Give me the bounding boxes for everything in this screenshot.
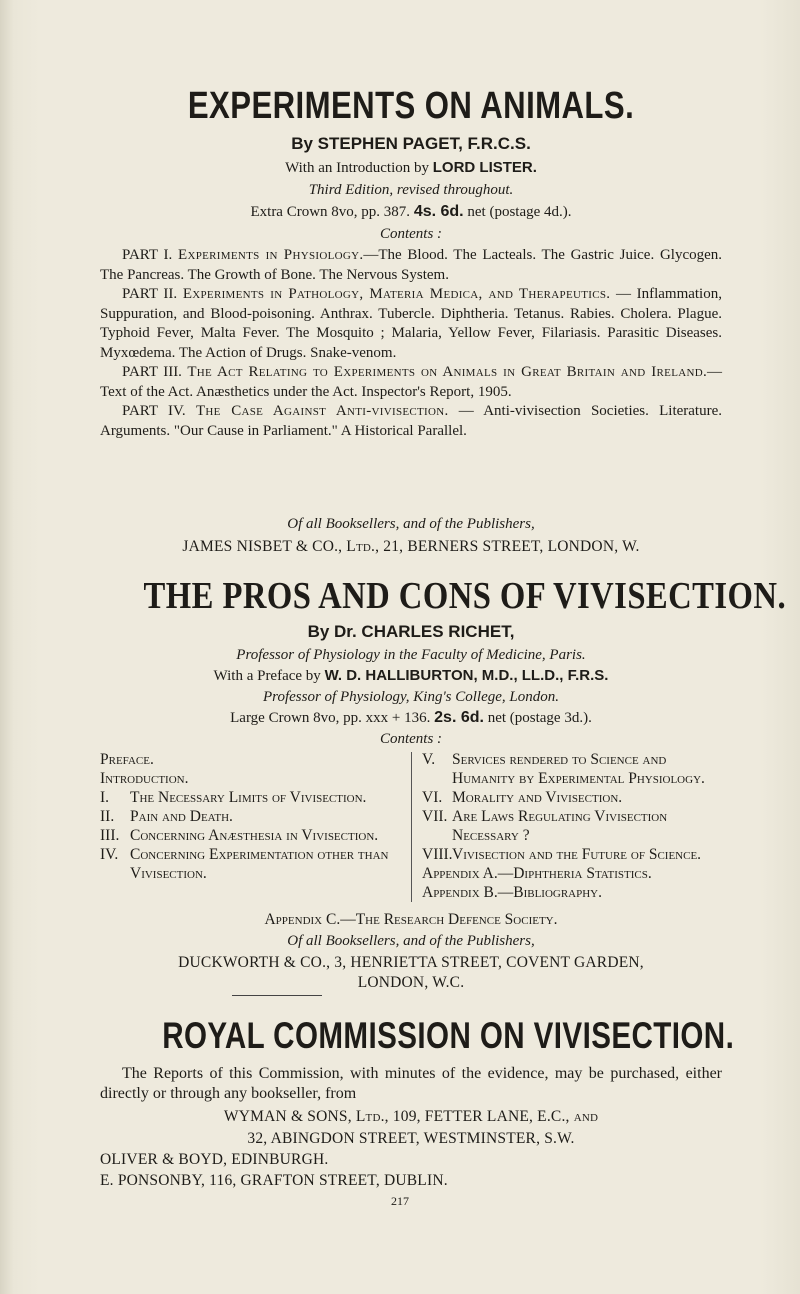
ad1-contents-label: Contents : bbox=[379, 226, 443, 242]
ad3-title-text: ROYAL COMMISSION ON VIVISECTION. bbox=[162, 1015, 735, 1056]
toc-item-text: Morality and Vivisection. bbox=[452, 789, 623, 806]
ad2-title-text: THE PROS AND CONS OF VIVISECTION. bbox=[143, 575, 787, 617]
toc-item bbox=[422, 845, 722, 864]
ad1-sellers: Of all Booksellers, and of the Publishers, bbox=[287, 516, 535, 532]
ad2-price: 2s. 6d. bbox=[434, 709, 484, 726]
toc-item-number: II. bbox=[100, 808, 115, 825]
part-text: — Inflammation, Suppuration, and Blood-poisoning. Anthrax. Tubercle. Diphtheria. Tetanus. Rabies. Cholera. Plague. Typhoid Fever, Malta Fever. The Mosquito ; Malaria, Yellow Fever, Filariasis. Parasitic Diseases. Myxœdema. The Action of Drugs. Snake-venom. bbox=[100, 286, 722, 361]
ad2-appendix-c: Appendix C.—The Research Defence Society. bbox=[264, 911, 558, 928]
part-label: PART I. bbox=[122, 247, 173, 263]
ad2-toc-right-column bbox=[422, 750, 722, 902]
ad3-line-3: OLIVER & BOYD, EDINBURGH. bbox=[100, 1151, 329, 1168]
part-label: PART III. bbox=[122, 364, 182, 380]
part-label: PART IV. bbox=[122, 403, 186, 419]
toc-item-number: VIII. bbox=[422, 846, 453, 863]
toc-item-text: Appendix B.—Bibliography. bbox=[422, 884, 603, 901]
ad2-professor: Professor of Physiology in the Faculty of Medicine, Paris. bbox=[236, 647, 586, 663]
ad2-publisher-line-1: DUCKWORTH & CO., 3, HENRIETTA STREET, COVENT GARDEN, bbox=[178, 954, 644, 971]
ad1-part-3 bbox=[100, 363, 722, 402]
part-text: —Text of the Act. Anæsthetics under the Act. Inspector's Report, 1905. bbox=[100, 364, 722, 400]
ad1-price: 4s. 6d. bbox=[413, 203, 464, 220]
ad1-edition: Third Edition, revised throughout. bbox=[308, 182, 514, 198]
ad1-title bbox=[100, 84, 722, 128]
ad2-publisher-line-2: LONDON, W.C. bbox=[357, 974, 465, 991]
toc-item bbox=[422, 788, 722, 807]
ad1-format bbox=[100, 202, 722, 222]
ad2-toc-left-column bbox=[100, 750, 400, 883]
toc-item bbox=[422, 883, 722, 902]
underline-rule bbox=[232, 995, 322, 996]
ad2-format-prefix: Large Crown 8vo, pp. xxx + 136. bbox=[230, 710, 431, 726]
toc-item bbox=[100, 807, 400, 826]
ad1-format-prefix: Extra Crown 8vo, pp. 387. bbox=[250, 204, 411, 220]
column-divider bbox=[411, 752, 412, 902]
part-heading: Experiments in Pathology, Materia Medica, and Therapeutics. bbox=[182, 286, 611, 302]
ad2-table-of-contents bbox=[100, 750, 722, 910]
ad1-part-2 bbox=[100, 285, 722, 363]
toc-item bbox=[422, 807, 722, 845]
toc-item-text: Appendix A.—Diphtheria Statistics. bbox=[422, 865, 652, 882]
ad1-format-suffix: net (postage 4d.). bbox=[467, 204, 572, 220]
ad1-introduction bbox=[100, 158, 722, 178]
toc-item bbox=[100, 845, 400, 883]
toc-item-text: Vivisection and the Future of Science. bbox=[452, 846, 702, 863]
toc-item-text: Concerning Experimentation other than Vivisection. bbox=[130, 846, 389, 882]
part-heading: The Case Against Anti-vivisection. bbox=[195, 403, 449, 419]
ad1-byline: By STEPHEN PAGET, F.R.C.S. bbox=[291, 134, 531, 153]
part-heading: Experiments in Physiology. bbox=[178, 247, 364, 263]
toc-item-text: Preface. bbox=[100, 751, 154, 768]
toc-item-number: IV. bbox=[100, 846, 119, 863]
ad2-format-suffix: net (postage 3d.). bbox=[487, 710, 592, 726]
ad2-preface-name: W. D. HALLIBURTON, M.D., LL.D., F.R.S. bbox=[324, 667, 609, 684]
ad1-title-text: EXPERIMENTS ON ANIMALS. bbox=[187, 85, 635, 127]
ad3-line-2: 32, ABINGDON STREET, WESTMINSTER, S.W. bbox=[247, 1130, 575, 1147]
toc-item-number: III. bbox=[100, 827, 120, 844]
ad2-title bbox=[100, 574, 787, 618]
toc-item bbox=[100, 769, 400, 788]
toc-item-text: The Necessary Limits of Vivisection. bbox=[130, 789, 367, 806]
ad2-preface bbox=[100, 666, 722, 686]
toc-item bbox=[422, 864, 722, 883]
toc-item-number: V. bbox=[422, 751, 436, 768]
ad1-part-4 bbox=[100, 402, 722, 441]
part-text: — Anti-vivisection Societies. Literature. Arguments. "Our Cause in Parliament." A Historical Parallel. bbox=[100, 403, 722, 439]
ad3-text: The Reports of this Commission, with minutes of the evidence, may be purchased, either directly or through any bookseller, from bbox=[100, 1065, 722, 1102]
toc-item-number: VII. bbox=[422, 808, 448, 825]
toc-item bbox=[100, 826, 400, 845]
toc-item-number: I. bbox=[100, 789, 110, 806]
ad3-title bbox=[100, 1014, 735, 1058]
ad1-intro-prefix: With an Introduction by bbox=[285, 160, 430, 176]
ad2-preface-prefix: With a Preface by bbox=[213, 668, 321, 684]
ad2-professor-2: Professor of Physiology, King's College, London. bbox=[263, 689, 559, 705]
toc-item bbox=[100, 750, 400, 769]
ad2-sellers: Of all Booksellers, and of the Publishers, bbox=[287, 933, 535, 949]
ad3-line-1: WYMAN & SONS, Ltd., 109, FETTER LANE, E.C., and bbox=[223, 1108, 599, 1125]
ad1-publisher: JAMES NISBET & CO., Ltd., 21, BERNERS STREET, LONDON, W. bbox=[182, 538, 640, 555]
ad1-contents bbox=[100, 246, 722, 441]
ad2-format bbox=[100, 708, 722, 728]
toc-item bbox=[422, 750, 722, 788]
toc-item-number: VI. bbox=[422, 789, 443, 806]
toc-item bbox=[100, 788, 400, 807]
toc-item-text: Pain and Death. bbox=[130, 808, 233, 825]
ad1-intro-name: LORD LISTER. bbox=[432, 159, 537, 176]
part-label: PART II. bbox=[122, 286, 178, 302]
toc-item-text: Are Laws Regulating Vivisection Necessary ? bbox=[452, 808, 668, 844]
toc-item-text: Services rendered to Science and Humanity by Experimental Physiology. bbox=[452, 751, 705, 787]
part-text: —The Blood. The Lacteals. The Gastric Juice. Glycogen. The Pancreas. The Growth of Bone. The Nervous System. bbox=[100, 247, 723, 283]
ad1-part-1 bbox=[100, 246, 722, 285]
ad3-line-4: E. PONSONBY, 116, GRAFTON STREET, DUBLIN. bbox=[100, 1172, 448, 1189]
toc-item-text: Concerning Anæsthesia in Vivisection. bbox=[130, 827, 379, 844]
toc-item-text: Introduction. bbox=[100, 770, 189, 787]
part-heading: The Act Relating to Experiments on Animals in Great Britain and Ireland. bbox=[187, 364, 707, 380]
ad2-contents-label: Contents : bbox=[379, 731, 443, 747]
ad2-byline: By Dr. CHARLES RICHET, bbox=[307, 622, 515, 641]
page-number: 217 bbox=[391, 1194, 409, 1208]
